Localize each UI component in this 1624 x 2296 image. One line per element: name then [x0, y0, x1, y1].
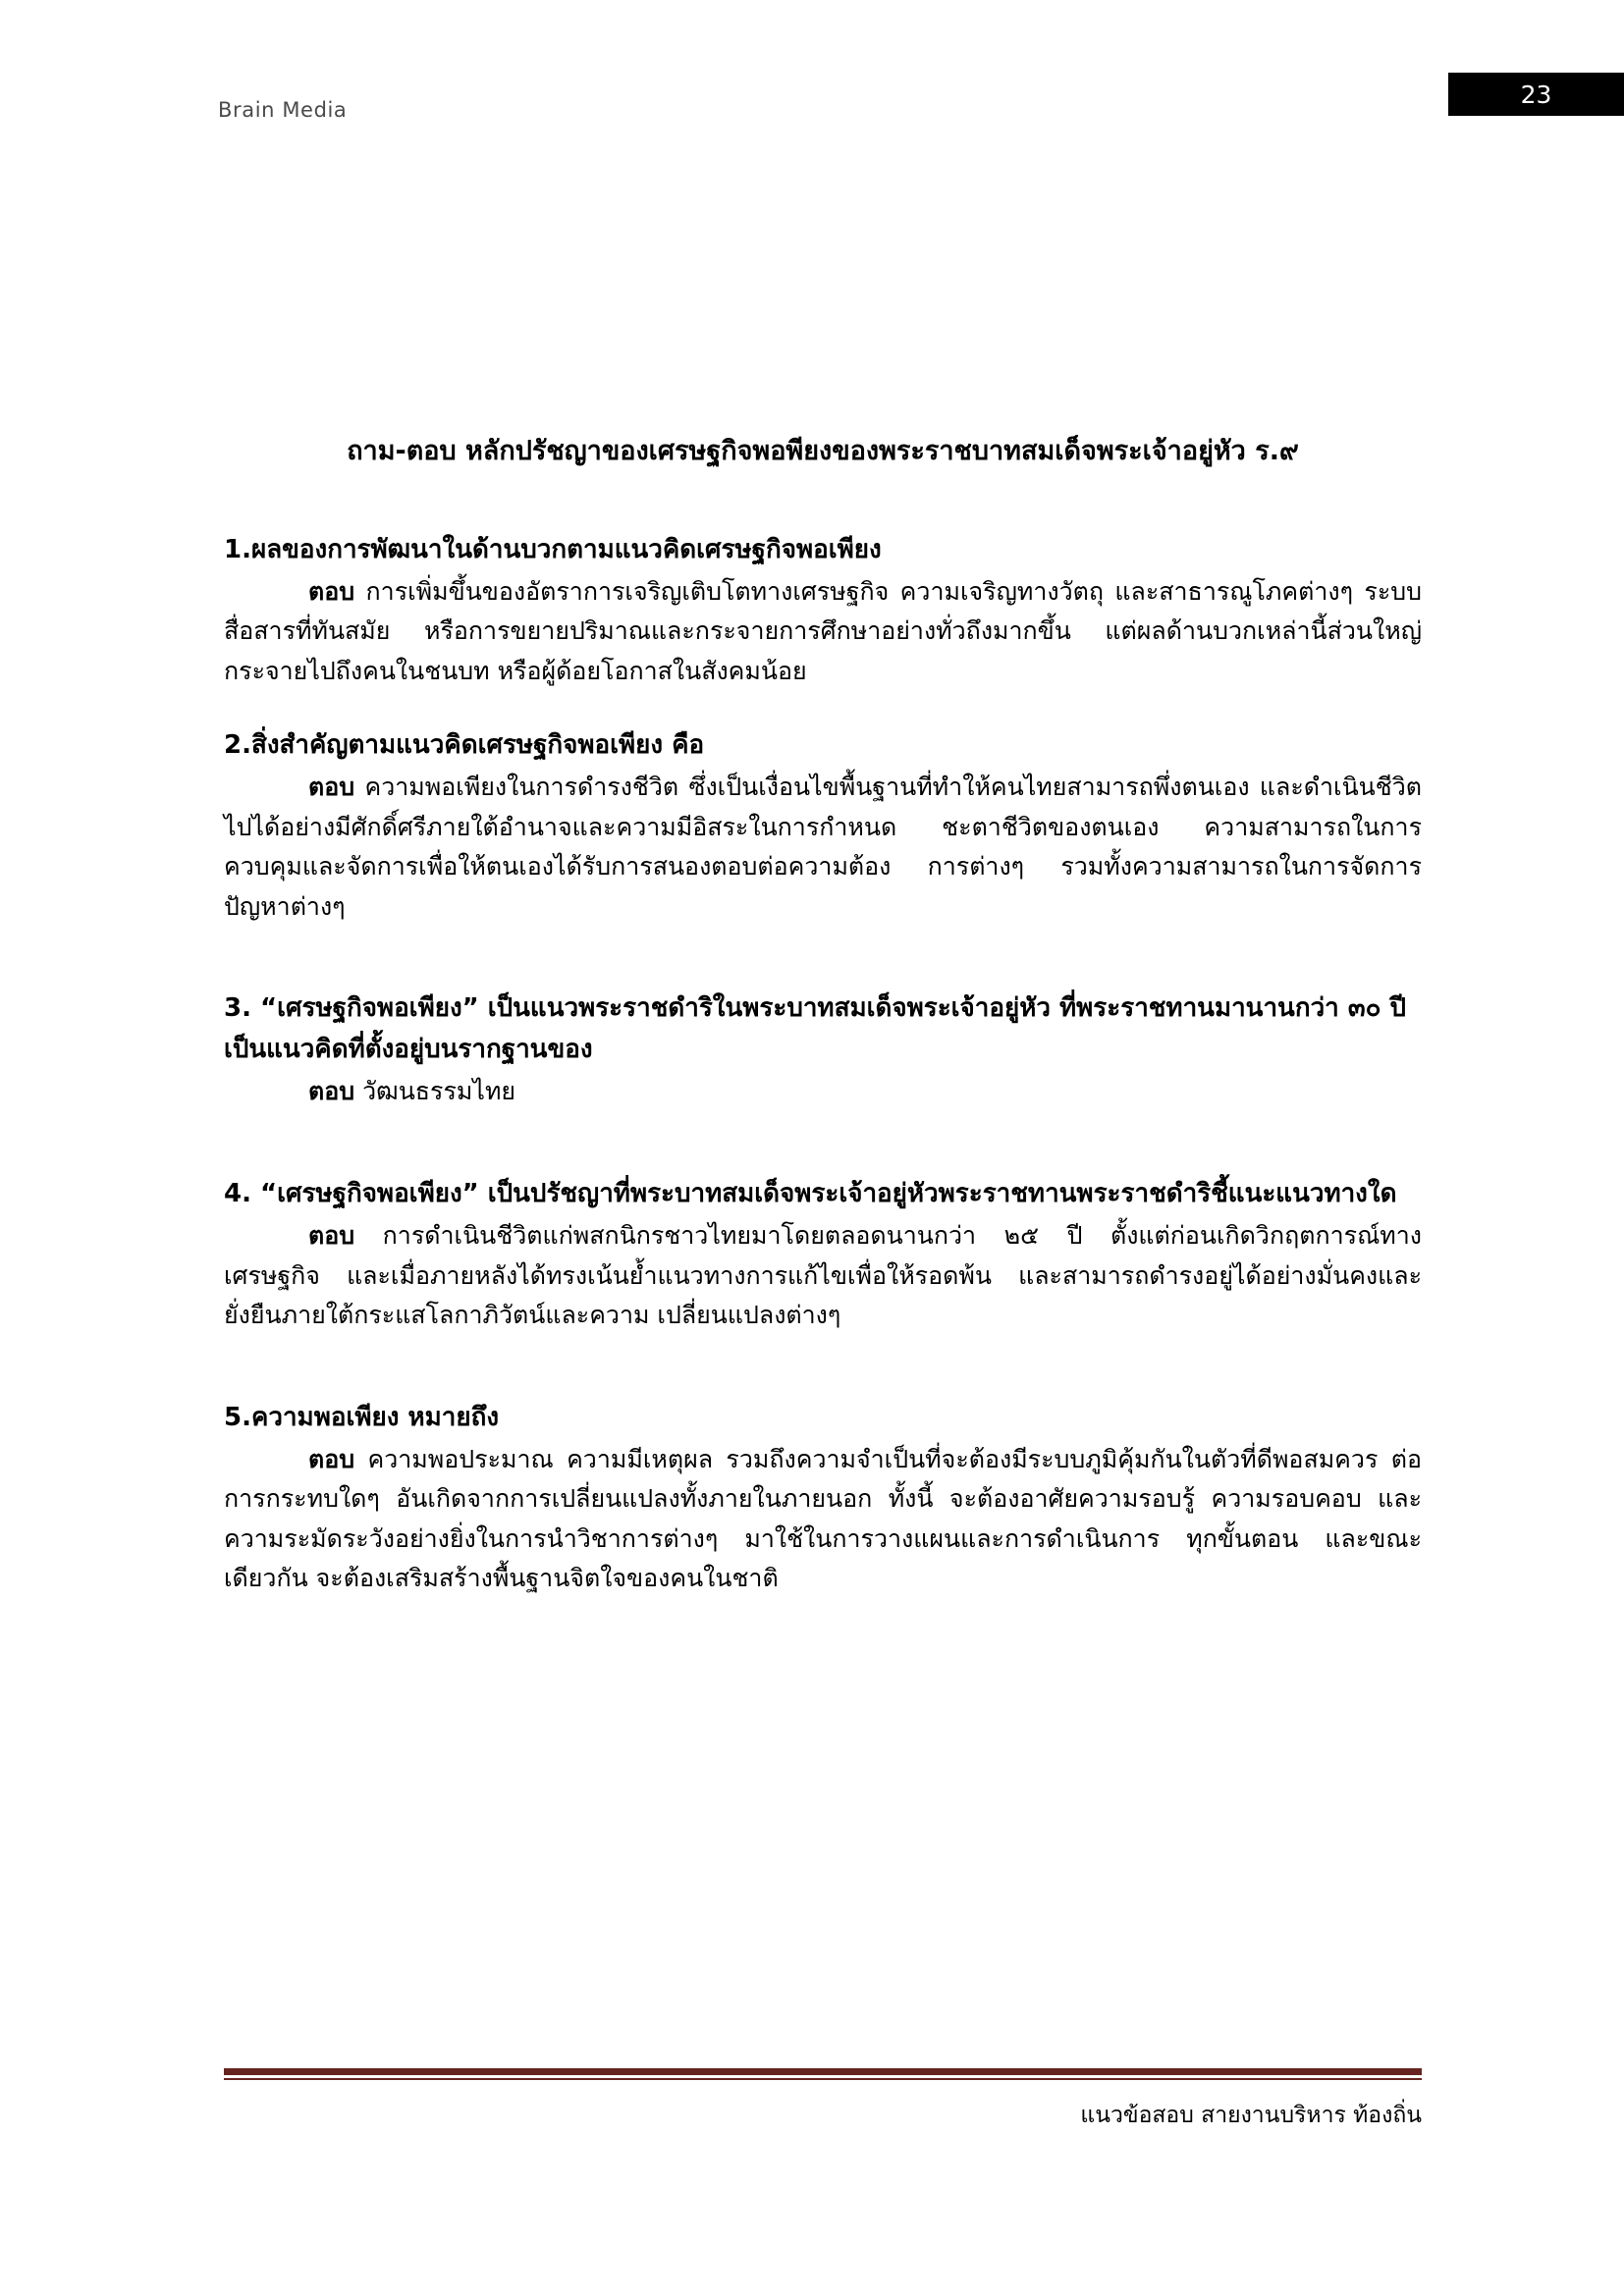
- brand-label: Brain Media: [218, 98, 348, 122]
- answer-paragraph-2: [224, 768, 1422, 927]
- answer-label-1: ตอบ: [308, 576, 355, 606]
- answer-paragraph-4: [224, 1216, 1422, 1336]
- footer-caption: แนวข้อสอบ สายงานบริหาร ท้องถิ่น: [1080, 2102, 1422, 2128]
- answer-text-1: การเพิ่มขึ้นของอัตราการเจริญเติบโตทางเศรษฐกิจ ความเจริญทางวัตถุ และสาธารณูโภคต่างๆ ระบบสื่อสารที่ทันสมัย หรือการขยายปริมาณและกระจายการศึกษาอย่างทั่วถึงมากขึ้น แต่ผลด้านบวกเหล่านี้ส่วนใหญ่กระจายไปถึงคนในชนบท หรือผู้ด้อยโอกาสในสังคมน้อย: [224, 576, 1422, 685]
- answer-text-3: วัฒนธรรมไทย: [354, 1077, 516, 1106]
- answer-text-5: ความพอประมาณ ความมีเหตุผล รวมถึงความจำเป็นที่จะต้องมีระบบภูมิคุ้มกันในตัวที่ดีพอสมควร ต่อการกระทบใดๆ อันเกิดจากการเปลี่ยนแปลงทั้งภายในภายนอก ทั้งนี้ จะต้องอาศัยความรอบรู้ ความรอบคอบ และความระมัดระวังอย่างยิ่งในการนำวิชาการต่างๆ มาใช้ในการวางแผนและการดำเนินการ ทุกขั้นตอน และขณะเดียวกัน จะต้องเสริมสร้างพื้นฐานจิตใจของคนในชาติ: [224, 1444, 1422, 1593]
- page-footer: [224, 2068, 1422, 2131]
- answer-paragraph-3: [224, 1072, 1422, 1112]
- answer-label-5: ตอบ: [308, 1444, 355, 1473]
- question-heading-5: 5.ความพอเพียง หมายถึง: [224, 1402, 500, 1432]
- qa-block-2: [224, 724, 1422, 927]
- qa-block-5: [224, 1397, 1422, 1599]
- answer-label-2: ตอบ: [308, 773, 355, 802]
- question-heading-3: 3. “เศรษฐกิจพอเพียง” เป็นแนวพระราชดำริในพระบาทสมเด็จพระเจ้าอยู่หัว ที่พระราชทานมานานกว่า ๓๐ ปี เป็นแนวคิดที่ตั้งอยู่บนรากฐานของ: [224, 993, 1407, 1065]
- footer-rule-thick: [224, 2068, 1422, 2075]
- page-title: ถาม-ตอบ หลักปรัชญาของเศรษฐกิจพอพียงของพระราชบาทสมเด็จพระเจ้าอยู่หัว ร.๙: [347, 436, 1299, 466]
- document-body: [224, 432, 1422, 1632]
- question-heading-2: 2.สิ่งสำคัญตามแนวคิดเศรษฐกิจพอเพียง คือ: [224, 730, 705, 761]
- answer-label-3: ตอบ: [308, 1077, 355, 1106]
- answer-paragraph-1: [224, 572, 1422, 692]
- question-heading-1: 1.ผลของการพัฒนาในด้านบวกตามแนวคิดเศรษฐกิจพอเพียง: [224, 534, 882, 564]
- qa-block-4: [224, 1173, 1422, 1336]
- qa-block-1: [224, 529, 1422, 692]
- answer-label-4: ตอบ: [308, 1221, 355, 1251]
- answer-text-4: การดำเนินชีวิตแก่พสกนิกรชาวไทยมาโดยตลอดนานกว่า ๒๕ ปี ตั้งแต่ก่อนเกิดวิกฤตการณ์ทางเศรษฐกิจ และเมื่อภายหลังได้ทรงเน้นย้ำแนวทางการแก้ไขเพื่อให้รอดพ้น และสามารถดำรงอยู่ได้อย่างมั่นคงและยั่งยืนภายใต้กระแสโลกาภิวัตน์และความ เปลี่ยนแปลงต่างๆ: [224, 1221, 1422, 1330]
- qa-block-3: [224, 988, 1422, 1112]
- answer-paragraph-5: [224, 1440, 1422, 1599]
- question-heading-4: 4. “เศรษฐกิจพอเพียง” เป็นปรัชญาที่พระบาทสมเด็จพระเจ้าอยู่หัวพระราชทานพระราชดำริชี้แนะแนวทางใด: [224, 1178, 1397, 1208]
- page-number-badge: 23: [1448, 73, 1624, 116]
- page-header: [0, 0, 1624, 147]
- answer-text-2: ความพอเพียงในการดำรงชีวิต ซึ่งเป็นเงื่อนไขพื้นฐานที่ทำให้คนไทยสามารถพึ่งตนเอง และดำเนินชีวิตไปได้อย่างมีศักดิ์ศรีภายใต้อำนาจและความมีอิสระในการกำหนด ชะตาชีวิตของตนเอง ความสามารถในการควบคุมและจัดการเพื่อให้ตนเองได้รับการสนองตอบต่อความต้อง การต่างๆ รวมทั้งความสามารถในการจัดการปัญหาต่างๆ: [224, 773, 1422, 921]
- footer-rule-thin: [224, 2078, 1422, 2080]
